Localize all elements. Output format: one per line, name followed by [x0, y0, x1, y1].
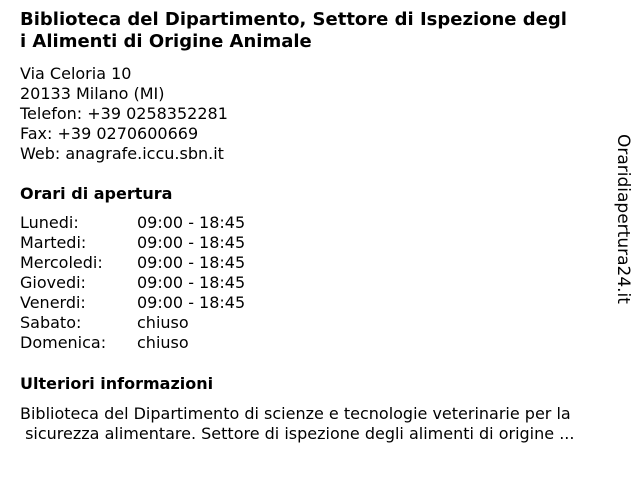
contact-block — [20, 64, 228, 164]
city-address: 20133 Milano (MI) — [20, 84, 165, 103]
page-title — [20, 9, 620, 53]
time-range: 09:00 - 18:45 — [137, 213, 246, 232]
fax-number: Fax: +39 0270600669 — [20, 124, 199, 143]
title-line-2: i Alimenti di Origine Animale — [20, 31, 312, 52]
day-label: Domenica: — [20, 333, 107, 352]
title-line-1: Biblioteca del Dipartimento, Settore di Ispezione degl — [20, 9, 567, 30]
hours-row-friday — [20, 293, 245, 313]
day-label: Lunedi: — [20, 213, 79, 232]
day-label: Venerdi: — [20, 293, 86, 312]
hours-row-sunday — [20, 333, 245, 353]
street-address: Via Celoria 10 — [20, 64, 132, 83]
time-range: 09:00 - 18:45 — [137, 293, 246, 312]
time-range: 09:00 - 18:45 — [137, 233, 246, 252]
hours-row-wednesday — [20, 253, 245, 273]
hours-row-tuesday — [20, 233, 245, 253]
further-info-heading: Ulteriori informazioni — [20, 374, 214, 393]
time-range: chiuso — [137, 313, 189, 332]
phone-number: Telefon: +39 0258352281 — [20, 104, 228, 123]
hours-row-monday — [20, 213, 245, 233]
description-line-1: Biblioteca del Dipartimento di scienze e tecnologie veterinarie per la — [20, 404, 571, 423]
hours-row-thursday — [20, 273, 245, 293]
time-range: 09:00 - 18:45 — [137, 253, 246, 272]
opening-hours-heading: Orari di apertura — [20, 184, 173, 203]
day-label: Mercoledi: — [20, 253, 103, 272]
site-watermark: Oraridiapertura24.it — [613, 134, 633, 304]
website: Web: anagrafe.iccu.sbn.it — [20, 144, 224, 163]
description-line-2: sicurezza alimentare. Settore di ispezione degli alimenti di origine ... — [20, 424, 575, 443]
time-range: chiuso — [137, 333, 189, 352]
day-label: Martedi: — [20, 233, 87, 252]
opening-hours-table — [20, 213, 245, 353]
time-range: 09:00 - 18:45 — [137, 273, 246, 292]
description — [20, 404, 628, 444]
day-label: Giovedi: — [20, 273, 86, 292]
day-label: Sabato: — [20, 313, 82, 332]
hours-row-saturday — [20, 313, 245, 333]
